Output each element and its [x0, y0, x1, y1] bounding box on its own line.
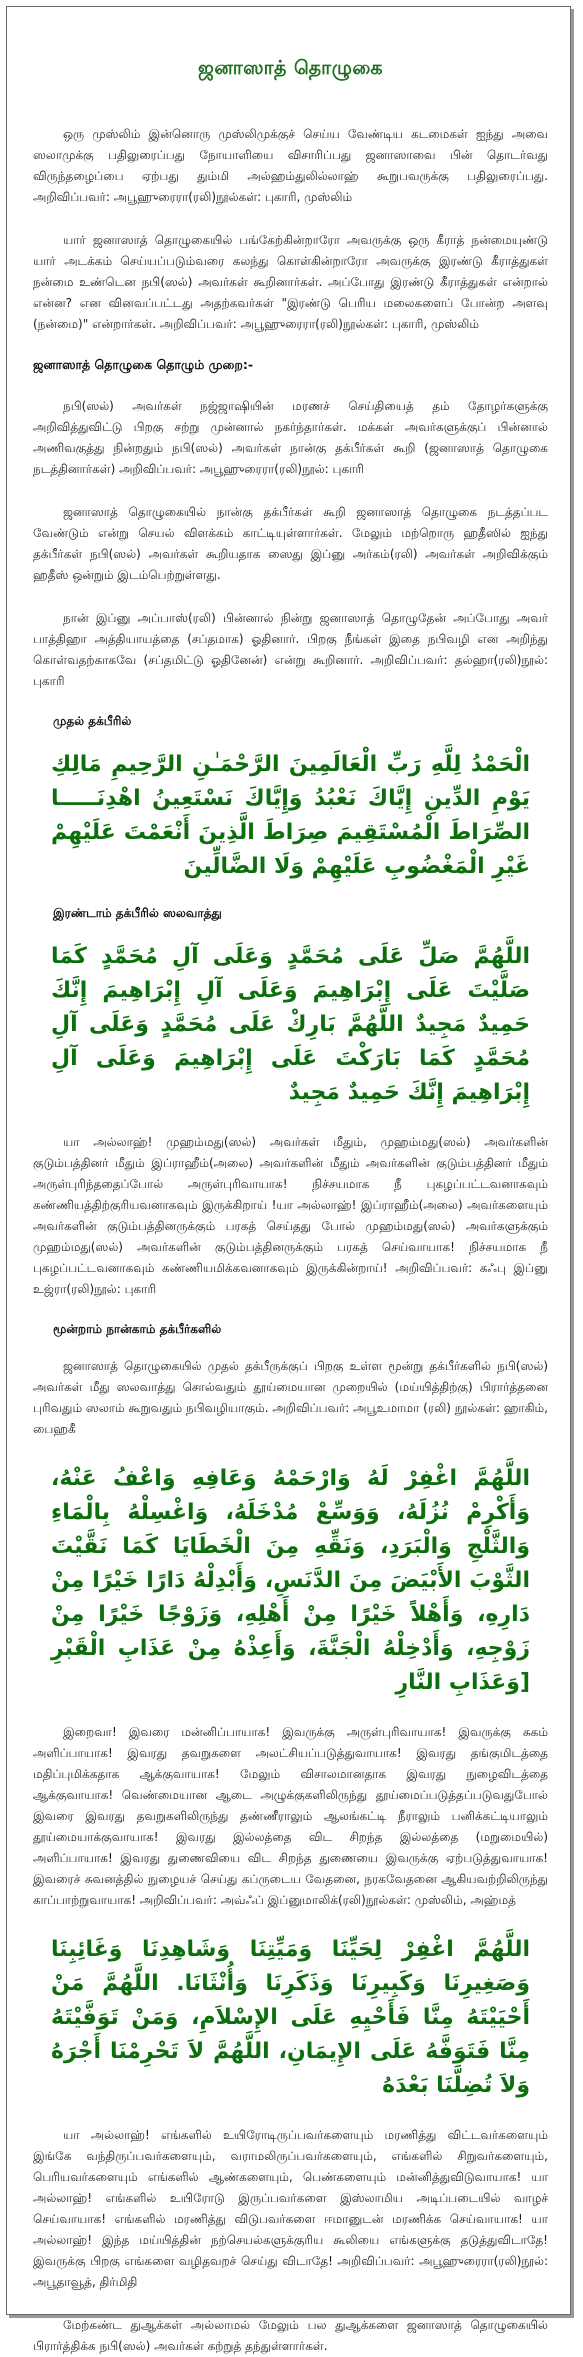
- paragraph: நான் இப்னு அப்பாஸ்(ரலி) பின்னால் நின்று ஜனாஸாத் தொழுதேன் அப்போது அவர் பாத்திஹா அத்தியாயத்தை (சப்தமாக) ஓதினார். பிறகு நீங்கள் இதை நபிவழி என அறிந்து கொள்வதற்காகவே (சப்தமிட்டு ஓதினேன்) என்று கூறினார். அறிவிப்பவர்: தல்ஹா(ரலி)நூல்: புகாரி: [33, 611, 548, 688]
- document-page: [6, 6, 571, 2353]
- arabic-dua-1: اللَّهُمَّ اغْفِرْ لَهُ وَارْحَمْهُ وَعَافِهِ وَاعْفُ عَنْهُ، وَأَكْرِمْ نُزُلَهُ، وَوَسِّعْ مُدْخَلَهُ، وَاغْسِلْهُ بِالْمَاءِ وَالثَّلْجِ وَالْبَرَدِ، وَنَقِّهِ مِنَ الْخَطَايَا كَمَا نَقَّيْتَ الثَّوْبَ الأَبْيَضَ مِنَ الدَّنَسِ، وَأَبْدِلْهُ دَارًا خَيْرًا مِنْ دَارِهِ، وَأَهْلاً خَيْرًا مِنْ أَهْلِهِ، وَزَوْجًا خَيْرًا مِنْ زَوْجِهِ، وَأَدْخِلْهُ الْجَنَّةَ، وَأَعِذْهُ مِنْ عَذَابِ الْقَبْرِ [وَعَذَابِ النَّارِ: [51, 1466, 530, 1695]
- section-heading-first-takbir: முதல் தக்பீரில்: [53, 714, 132, 728]
- paragraph: நபி(ஸல்) அவர்கள் நஜ்ஜாஷியின் மரணச் செய்தியைத் தம் தோழர்களுக்கு அறிவித்துவிட்டு பிறகு சற்று முன்னால் நகர்ந்தார்கள். மக்கள் அவர்களுக்குப் பின்னால் அணிவகுத்து நின்றதும் நபி(ஸல்) அவர்கள் நான்கு தக்பீர்கள் கூறி (ஜனாஸாத் தொழுகை நடத்தினார்கள்) அறிவிப்பவர்: அபூஹுரைரா(ரலி)நூல்: புகாரி: [33, 399, 548, 476]
- section-heading-third-fourth-takbir: மூன்றாம் நான்காம் தக்பீர்களில்: [53, 1322, 222, 1336]
- paragraph: ஜனாஸாத் தொழுகையில் முதல் தக்பீருக்குப் பிறகு உள்ள மூன்று தக்பீர்களில் நபி(ஸல்) அவர்கள் மீது ஸலவாத்து சொல்வதும் தூய்மையான முறையில் (மய்யித்திற்கு) பிரார்த்தனை புரிவதும் ஸலாம் கூறுவதும் நபிவழியாகும். அறிவிப்பவர்: அபூஉமாமா (ரலி) நூல்கள்: ஹாகிம், பைஹகீ: [33, 1359, 548, 1436]
- paragraph: யா அல்லாஹ்! எங்களில் உயிரோடிருப்பவர்களையும் மரணித்து விட்டவர்களையும் இங்கே வந்திருப்பவர்களையும், வராமலிருப்பவர்களையும், எங்களில் சிறுவர்களையும், பெரியவர்களையும் எங்களில் ஆண்களையும், பெண்களையும் மன்னித்துவிடுவாயாக! யா அல்லாஹ்! எங்களில் உயிரோடு இருப்பவர்களை இஸ்லாமிய அடிப்படையில் வாழச் செய்வாயாக! எங்களில் மரணித்து விடுபவர்களை ஈமானுடன் மரணிக்க செய்வாயாக! யா அல்லாஹ்! இந்த மய்யித்தின் நற்செயல்களுக்குரிய கூலியை எங்களுக்கு தடுத்துவிடாதே! இவருக்கு பிறகு எங்களை வழிதவறச் செய்து விடாதே! அறிவிப்பவர்: அபூஹுரைரா(ரலி)நூல்: அபூதாவூத், திர்மிதி: [33, 2128, 548, 2289]
- section-heading-method: ஜனாஸாத் தொழுகை தொழும் முறை:-: [33, 357, 254, 372]
- paragraph: யா அல்லாஹ்! முஹம்மது(ஸல்) அவர்கள் மீதும், முஹம்மது(ஸல்) அவர்களின் குடும்பத்தினர் மீதும் இப்ராஹீம்(அலை) அவர்களின் மீதும் அவர்களின் குடும்பத்தினர் மீதும் அருள்புரிந்ததைப்போல் அருள்புரிவாயாக! நிச்சயமாக நீ புகழப்பட்டவனாகவும் கண்ணியத்திற்குரியவனாகவும் இருக்கிறாய் !யா அல்லாஹ்! இப்ராஹீம்(அலை) அவர்களையும் அவர்களின் குடும்பத்தினருக்கும் பரகத் செய்தது போல் முஹம்மது(ஸல்) அவர்களுக்கும் முஹம்மது(ஸல்) அவர்களின் குடும்பத்தினருக்கும் பரகத் செய்வாயாக! நிச்சயமாக நீ புகழப்பட்டவனாகவும் கண்ணியமிக்கவனாகவும் இருக்கின்றாய்! அறிவிப்பவர்: கஃபு இப்னு உஜ்ரா(ரலி)நூல்: புகாரி: [33, 1135, 548, 1296]
- paragraph: ஒரு முஸ்லிம் இன்னொரு முஸ்லிமுக்குச் செய்ய வேண்டிய கடமைகள் ஐந்து அவை ஸலாமுக்கு பதிலுரைப்பது நோயாளியை விசாரிப்பது ஜனாஸாவை பின் தொடர்வது விருந்தழைப்பை ஏற்பது தும்மி அல்ஹம்துலில்லாஹ் கூறுபவருக்கு பதிலுரைப்பது. அறிவிப்பவர்: அபூஹுரைரா(ரலி)நூல்கள்: புகாரி, முஸ்லிம்: [33, 127, 548, 204]
- section-heading-second-takbir: இரண்டாம் தக்பீரில் ஸலவாத்து: [53, 906, 222, 920]
- paragraph: யார் ஜனாஸாத் தொழுகையில் பங்கேற்கின்றாரோ அவருக்கு ஒரு கீராத் நன்மையுண்டு யார் அடக்கம் செய்யப்படும்வரை கலந்து கொள்கின்றாரோ அவருக்கு இரண்டு கீராத்துகள் நன்மை உண்டென நபி(ஸல்) அவர்கள் கூறினார்கள். அப்போது இரண்டு கீராத்துகள் என்றால் என்ன? என வினவப்பட்டது அதற்கவர்கள் "இரண்டு பெரிய மலைகளைப் போன்ற அளவு (நன்மை)" என்றார்கள். அறிவிப்பவர்: அபூஹுரைரா(ரலி)நூல்கள்: புகாரி, முஸ்லிம்: [33, 233, 548, 331]
- arabic-dua-2: اللَّهُمَّ اغْفِرْ لِحَيِّنَا وَمَيِّتِنَا وَشَاهِدِنَا وَغَائِبِنَا وَصَغِيرِنَا وَكَبِيرِنَا وَذَكَرِنَا وَأُنْثَانَا. اللَّهُمَّ مَنْ أَحْيَيْتَهُ مِنَّا فَأَحْيِهِ عَلَى الإِسْلاَمِ، وَمَنْ تَوَفَّيْتَهُ مِنَّا فَتَوَفَّهُ عَلَى الإِيمَانِ، اللَّهُمَّ لاَ تَحْرِمْنَا أَجْرَهُ وَلاَ تُضِلَّنَا بَعْدَهُ: [51, 1937, 530, 2098]
- document-content: [7, 57, 570, 2357]
- paragraph: மேற்கண்ட துஆக்கள் அல்லாமல் மேலும் பல துஆக்களை ஜனாஸாத் தொழுகையில் பிரார்த்திக்க நபி(ஸல்) அவர்கள் கற்றுத் தந்துள்ளார்கள்.: [33, 2318, 548, 2353]
- page-title: ஜனாஸாத் தொழுகை: [197, 57, 384, 79]
- paragraph: ஜனாஸாத் தொழுகையில் நான்கு தக்பீர்கள் கூறி ஜனாஸாத் தொழுகை நடத்தப்பட வேண்டும் என்று செயல் விளக்கம் காட்டியுள்ளார்கள். மேலும் மற்றொரு ஹதீஸில் ஐந்து தக்பீர்கள் நபி(ஸல்) அவர்கள் கூறியதாக ஸைது இப்னு அர்கம்(ரலி) அவர்கள் அறிவிக்கும் ஹதீஸ் ஒன்றும் இடம்பெற்றுள்ளது.: [33, 505, 548, 582]
- paragraph: இறைவா! இவரை மன்னிப்பாயாக! இவருக்கு அருள்புரிவாயாக! இவருக்கு சுகம் அளிப்பாயாக! இவரது தவறுகளை அலட்சியப்படுத்துவாயாக! இவரது தங்குமிடத்தை மதிப்புமிக்கதாக ஆக்குவாயாக! மேலும் விசாலமானதாக இவரது நுழைவிடத்தை ஆக்குவாயாக! வெண்மையான ஆடை அழுக்குகளிலிருந்து தூய்மைப்படுத்தப்படுவதுபோல் இவரை இவரது தவறுகளிலிருந்து தண்ணீராலும் ஆலங்கட்டி நீராலும் பனிக்கட்டியாலும் தூய்மையாக்குவாயாக! இவரது இல்லத்தை விட சிறந்த இல்லத்தை (மறுமையில்) அளிப்பாயாக! இவரது துணைவியை விட சிறந்த துணையை இவருக்கு ஏற்படுத்துவாயாக! இவரைச் சுவனத்தில் நுழையச் செய்து கப்ருடைய வேதனை, நரகவேதனை ஆகியவற்றிலிருந்து காப்பாற்றுவாயாக! அறிவிப்பவர்: அவ்ஃப் இப்னுமாலிக்(ரலி)நூல்கள்: முஸ்லிம், அஹ்மத்: [33, 1725, 548, 1907]
- arabic-salawat: اللَّهُمَّ صَلِّ عَلَى مُحَمَّدٍ وَعَلَى آلِ مُحَمَّدٍ كَمَا صَلَّيْتَ عَلَى إِبْرَاهِيمَ وَعَلَى آلِ إِبْرَاهِيمَ إِنَّكَ حَمِيدٌ مَجِيدٌ اللَّهُمَّ بَارِكْ عَلَى مُحَمَّدٍ وَعَلَى آلِ مُحَمَّدٍ كَمَا بَارَكْتَ عَلَى إِبْرَاهِيمَ وَعَلَى آلِ إِبْرَاهِيمَ إِنَّكَ حَمِيدٌ مَجِيدٌ: [51, 944, 530, 1105]
- arabic-fatiha: الْحَمْدُ لِلَّهِ رَبِّ الْعَالَمِينَ الرَّحْمَـٰنِ الرَّحِيمِ مَالِكِ يَوْمِ الدِّينِ إِيَّاكَ نَعْبُدُ وَإِيَّاكَ نَسْتَعِينُ اهْدِنَـــــا الصِّرَاطَ الْمُسْتَقِيمَ صِرَاطَ الَّذِينَ أَنْعَمْتَ عَلَيْهِمْ غَيْرِ الْمَغْضُوبِ عَلَيْهِمْ وَلَا الضَّالِّينَ: [51, 752, 530, 879]
